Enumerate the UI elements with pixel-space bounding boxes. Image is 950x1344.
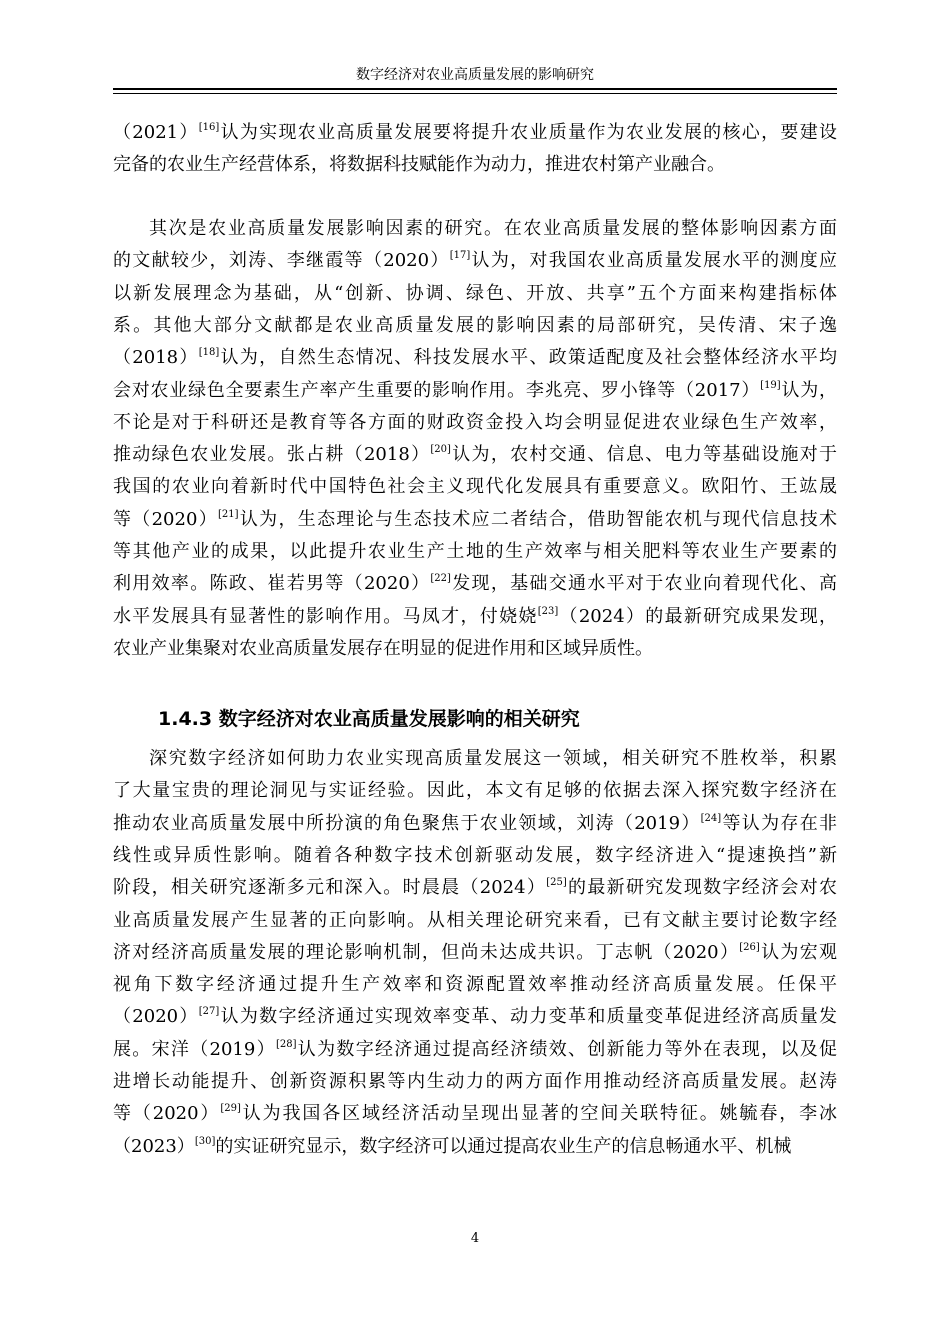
- text-line: [113, 1034, 837, 1066]
- header-rule-thin: [113, 93, 837, 94]
- text-run: 进增长动能提升、创新资源积累等内生动力的两方面作用推动经济高质量发展。赵涛: [113, 1071, 837, 1092]
- text-line: [113, 1066, 837, 1098]
- text-run: 业高质量发展产生显著的正向影响。从相关理论研究来看，已有文献主要讨论数字经: [113, 909, 837, 931]
- text-run: （2020）: [113, 1006, 199, 1028]
- citation-ref: [27]: [198, 1006, 220, 1018]
- text-line: [113, 1098, 837, 1130]
- text-run: 了大量宝贵的理论洞见与实证经验。因此，本文有足够的依据去深入探究数字经济在: [113, 780, 837, 802]
- text-line: [113, 808, 837, 840]
- citation-ref: [16]: [198, 122, 220, 133]
- citation-ref: [23]: [537, 605, 559, 617]
- text-line: [113, 568, 837, 600]
- text-run: 会对农业绿色全要素生产率产生重要的影响作用。李兆亮、罗小锋等（2017）: [113, 379, 761, 401]
- citation-ref: [26]: [739, 941, 760, 953]
- text-run: 我国的农业向着新时代中国特色社会主义现代化发展具有重要意义。欧阳竹、王竑晟: [113, 476, 837, 498]
- text-line: [113, 775, 837, 807]
- citation-ref: [29]: [220, 1103, 241, 1115]
- citation-ref: [19]: [760, 379, 781, 391]
- text-run: 完备的农业生产经营体系，将数据科技赋能作为动力，推进农村第产业融合。: [113, 154, 725, 176]
- text-run: 认为，: [780, 379, 838, 401]
- running-header: 数字经济对农业高质量发展的影响研究: [356, 67, 594, 83]
- citation-ref: [22]: [430, 573, 451, 585]
- text-line: [113, 872, 837, 904]
- text-run: 农业产业集聚对农业高质量发展存在明显的促进作用和区域异质性。: [113, 637, 653, 659]
- citation-ref: [30]: [194, 1135, 216, 1147]
- text-run: 线性或异质性影响。随着各种数字技术创新驱动发展，数字经济进入“提速换挡”新: [113, 844, 837, 866]
- section-heading: 1.4.3 数字经济对农业高质量发展影响的相关研究: [158, 708, 580, 730]
- text-run: 的最新研究发现数字经济会对农: [566, 877, 837, 899]
- text-run: 等（2020）: [113, 1103, 221, 1125]
- text-run: 阶段，相关研究逐渐多元和深入。时晨晨（2024）: [113, 877, 547, 899]
- text-run: 发现，基础交通水平对于农业向着现代化、高: [450, 573, 837, 595]
- text-line: [113, 504, 837, 536]
- text-run: 等（2020）: [113, 508, 219, 530]
- text-run: 认为，对我国农业高质量发展水平的测度应: [470, 250, 838, 272]
- text-line: [113, 117, 837, 149]
- text-line: [113, 969, 837, 1001]
- text-run: （2018）: [113, 347, 199, 369]
- text-run: 等其他产业的成果，以此提升农业生产土地的生产效率与相关肥料等农业生产要素的: [113, 541, 837, 562]
- text-run: 认为，生态理论与生态技术应二者结合，借助智能农机与现代信息技术: [238, 508, 837, 530]
- text-run: 其次是农业高质量发展影响因素的研究。在农业高质量发展的整体影响因素方面: [149, 218, 837, 239]
- text-line: [113, 1131, 837, 1163]
- text-run: （2023）: [113, 1135, 195, 1157]
- text-run: 认为，自然生态情况、科技发展水平、政策适配度及社会整体经济水平均: [219, 347, 838, 369]
- text-line: [113, 439, 837, 471]
- citation-ref: [28]: [275, 1038, 297, 1050]
- text-line: [113, 905, 837, 937]
- text-line: [113, 633, 837, 665]
- citation-ref: [20]: [430, 444, 451, 456]
- text-run: 等认为存在非: [721, 812, 837, 834]
- text-run: 推动绿色农业发展。张占耕（2018）: [113, 444, 431, 466]
- header-rule-thick: [113, 88, 837, 90]
- text-run: 利用效率。陈政、崔若男等（2020）: [113, 573, 431, 595]
- text-line: [113, 310, 837, 342]
- text-run: 认为数字经济通过提高经济绩效、创新能力等外在表现，以及促: [296, 1038, 838, 1060]
- text-line: [113, 1001, 837, 1033]
- text-run: （2021）: [113, 122, 199, 143]
- text-line: [113, 245, 837, 277]
- text-run: 认为，农村交通、信息、电力等基础设施对于: [450, 444, 837, 466]
- text-run: 水平发展具有显著性的影响作用。马凤才，付娆娆: [113, 605, 538, 627]
- text-run: 的实证研究显示，数字经济可以通过提高农业生产的信息畅通水平、机械: [215, 1135, 792, 1157]
- text-run: 展。宋洋（2019）: [113, 1038, 276, 1060]
- text-line: [113, 840, 837, 872]
- text-run: 系。其他大部分文献都是农业高质量发展的影响因素的局部研究，吴传清、宋子逸: [113, 314, 837, 336]
- text-line: [113, 213, 837, 245]
- text-line: [113, 342, 837, 374]
- text-line: [113, 743, 837, 775]
- text-line: [113, 375, 837, 407]
- text-run: 认为宏观: [759, 941, 837, 963]
- citation-ref: [17]: [449, 250, 471, 262]
- citation-ref: [25]: [546, 877, 567, 889]
- citation-ref: [21]: [218, 508, 239, 520]
- text-line: [113, 471, 837, 503]
- text-line: [113, 601, 837, 633]
- text-line: [113, 536, 837, 568]
- text-run: 认为我国各区域经济活动呈现出显著的空间关联特征。姚毓春，李冰: [240, 1103, 838, 1125]
- text-run: 的文献较少，刘涛、李继霞等（2020）: [113, 250, 450, 272]
- text-line: [113, 407, 837, 439]
- text-run: 视角下数字经济通过提升生产效率和资源配置效率推动经济高质量发展。任保平: [113, 974, 837, 996]
- text-run: 认为实现农业高质量发展要将提升农业质量作为农业发展的核心，要建设: [219, 122, 838, 143]
- text-run: 济对经济高质量发展的理论影响机制，但尚未达成共识。丁志帆（2020）: [113, 941, 740, 963]
- text-line: [113, 937, 837, 969]
- citation-ref: [24]: [700, 812, 722, 824]
- text-line: [113, 278, 837, 310]
- text-run: 以新发展理念为基础，从“创新、协调、绿色、开放、共享”五个方面来构建指标体: [113, 282, 837, 304]
- text-run: 不论是对于科研还是教育等各方面的财政资金投入均会明显促进农业绿色生产效率，: [113, 411, 837, 433]
- text-run: 深究数字经济如何助力农业实现高质量发展这一领域，相关研究不胜枚举，积累: [149, 748, 837, 769]
- text-run: 认为数字经济通过实现效率变革、动力变革和质量变革促进经济高质量发: [219, 1006, 838, 1028]
- text-line: [113, 149, 837, 181]
- page-number: 4: [470, 1231, 480, 1246]
- citation-ref: [18]: [198, 347, 220, 359]
- text-run: 推动农业高质量发展中所扮演的角色聚焦于农业领域，刘涛（2019）: [113, 812, 701, 834]
- text-run: （2024）的最新研究成果发现，: [558, 605, 837, 627]
